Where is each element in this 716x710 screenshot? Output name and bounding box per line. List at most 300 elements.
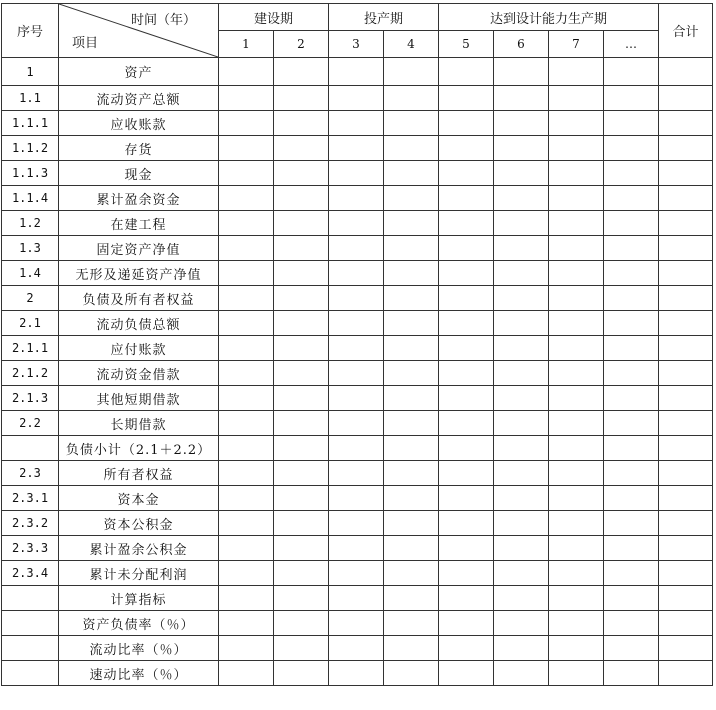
table-row: [2, 58, 713, 86]
table-row: [2, 636, 713, 661]
row-seq: 1.1.4: [2, 186, 59, 211]
value-cell: [439, 611, 494, 636]
row-item: 所有者权益: [59, 461, 219, 486]
value-cell: [549, 661, 604, 686]
row-seq: 2.3.3: [2, 536, 59, 561]
value-cell: [494, 86, 549, 111]
table-row: [2, 236, 713, 261]
row-seq: [2, 586, 59, 611]
value-cell: [384, 361, 439, 386]
value-cell: [439, 211, 494, 236]
value-cell: [274, 311, 329, 336]
value-cell: [329, 286, 384, 311]
value-cell: [219, 486, 274, 511]
value-cell: [549, 261, 604, 286]
row-item: 资本金: [59, 486, 219, 511]
value-cell: [439, 436, 494, 461]
value-cell: [604, 661, 659, 686]
total-cell: [659, 311, 713, 336]
value-cell: [274, 111, 329, 136]
value-cell: [274, 186, 329, 211]
value-cell: [604, 561, 659, 586]
value-cell: [329, 486, 384, 511]
table-row: [2, 361, 713, 386]
value-cell: [549, 461, 604, 486]
value-cell: [494, 461, 549, 486]
value-cell: [329, 58, 384, 86]
row-seq: 2.3.2: [2, 511, 59, 536]
table-row: [2, 86, 713, 111]
value-cell: [494, 636, 549, 661]
row-item: 无形及递延资产净值: [59, 261, 219, 286]
row-seq: 2.1.3: [2, 386, 59, 411]
year-header: 2: [274, 31, 329, 58]
value-cell: [494, 661, 549, 686]
value-cell: [219, 611, 274, 636]
group-full-production: 达到设计能力生产期: [439, 4, 659, 31]
value-cell: [384, 486, 439, 511]
value-cell: [219, 661, 274, 686]
value-cell: [549, 236, 604, 261]
value-cell: [494, 561, 549, 586]
table-row: [2, 336, 713, 361]
value-cell: [604, 286, 659, 311]
value-cell: [494, 286, 549, 311]
value-cell: [329, 361, 384, 386]
value-cell: [384, 136, 439, 161]
value-cell: [329, 111, 384, 136]
value-cell: [494, 58, 549, 86]
total-cell: [659, 586, 713, 611]
row-item: 其他短期借款: [59, 386, 219, 411]
row-item: 在建工程: [59, 211, 219, 236]
value-cell: [274, 58, 329, 86]
row-seq: 1.1: [2, 86, 59, 111]
row-seq: [2, 436, 59, 461]
value-cell: [494, 386, 549, 411]
table-row: [2, 286, 713, 311]
value-cell: [549, 411, 604, 436]
row-seq: 1.3: [2, 236, 59, 261]
value-cell: [494, 311, 549, 336]
value-cell: [219, 236, 274, 261]
total-cell: [659, 561, 713, 586]
value-cell: [329, 661, 384, 686]
value-cell: [329, 261, 384, 286]
total-cell: [659, 636, 713, 661]
value-cell: [384, 511, 439, 536]
value-cell: [219, 286, 274, 311]
value-cell: [274, 386, 329, 411]
year-header: 5: [439, 31, 494, 58]
value-cell: [604, 311, 659, 336]
value-cell: [329, 536, 384, 561]
value-cell: [329, 86, 384, 111]
value-cell: [329, 311, 384, 336]
total-cell: [659, 86, 713, 111]
row-item: 计算指标: [59, 586, 219, 611]
row-item: 累计盈余资金: [59, 186, 219, 211]
value-cell: [494, 536, 549, 561]
value-cell: [549, 511, 604, 536]
value-cell: [439, 636, 494, 661]
value-cell: [604, 436, 659, 461]
table-row: [2, 111, 713, 136]
value-cell: [439, 111, 494, 136]
value-cell: [274, 561, 329, 586]
value-cell: [274, 436, 329, 461]
total-cell: [659, 486, 713, 511]
value-cell: [329, 561, 384, 586]
value-cell: [604, 486, 659, 511]
table-row: [2, 186, 713, 211]
value-cell: [604, 161, 659, 186]
value-cell: [329, 161, 384, 186]
value-cell: [604, 511, 659, 536]
total-cell: [659, 111, 713, 136]
total-cell: [659, 261, 713, 286]
group-commissioning: 投产期: [329, 4, 439, 31]
row-seq: 2.1.1: [2, 336, 59, 361]
value-cell: [439, 236, 494, 261]
value-cell: [549, 311, 604, 336]
value-cell: [439, 536, 494, 561]
total-cell: [659, 436, 713, 461]
row-item: 流动负债总额: [59, 311, 219, 336]
value-cell: [549, 386, 604, 411]
total-cell: [659, 386, 713, 411]
row-seq: 2.3: [2, 461, 59, 486]
value-cell: [329, 461, 384, 486]
value-cell: [494, 411, 549, 436]
total-cell: [659, 236, 713, 261]
row-seq: 1.1.3: [2, 161, 59, 186]
value-cell: [439, 386, 494, 411]
total-cell: [659, 411, 713, 436]
value-cell: [274, 86, 329, 111]
value-cell: [274, 261, 329, 286]
table-row: [2, 661, 713, 686]
value-cell: [219, 511, 274, 536]
table-row: [2, 586, 713, 611]
value-cell: [219, 136, 274, 161]
value-cell: [219, 461, 274, 486]
total-cell: [659, 136, 713, 161]
value-cell: [604, 536, 659, 561]
value-cell: [329, 186, 384, 211]
value-cell: [274, 361, 329, 386]
total-cell: [659, 511, 713, 536]
value-cell: [219, 211, 274, 236]
total-header: 合计: [659, 4, 713, 58]
table-row: [2, 311, 713, 336]
value-cell: [549, 636, 604, 661]
total-cell: [659, 211, 713, 236]
row-seq: [2, 636, 59, 661]
value-cell: [604, 636, 659, 661]
value-cell: [384, 311, 439, 336]
seq-header: 序号: [2, 4, 59, 58]
row-item: 负债小计（2.1＋2.2）: [59, 436, 219, 461]
value-cell: [604, 461, 659, 486]
value-cell: [219, 386, 274, 411]
value-cell: [549, 336, 604, 361]
value-cell: [219, 261, 274, 286]
value-cell: [604, 386, 659, 411]
table-row: [2, 386, 713, 411]
year-header: 1: [219, 31, 274, 58]
row-item: 累计盈余公积金: [59, 536, 219, 561]
header-row-groups: [2, 4, 713, 31]
value-cell: [219, 561, 274, 586]
value-cell: [494, 136, 549, 161]
value-cell: [439, 286, 494, 311]
value-cell: [549, 361, 604, 386]
year-header: 3: [329, 31, 384, 58]
value-cell: [604, 611, 659, 636]
value-cell: [384, 286, 439, 311]
value-cell: [384, 436, 439, 461]
value-cell: [274, 236, 329, 261]
total-cell: [659, 611, 713, 636]
value-cell: [439, 58, 494, 86]
value-cell: [494, 336, 549, 361]
row-item: 流动资产总额: [59, 86, 219, 111]
value-cell: [274, 211, 329, 236]
value-cell: [439, 586, 494, 611]
row-item: 存货: [59, 136, 219, 161]
value-cell: [274, 486, 329, 511]
value-cell: [494, 186, 549, 211]
value-cell: [549, 58, 604, 86]
value-cell: [219, 86, 274, 111]
total-cell: [659, 58, 713, 86]
table-row: [2, 411, 713, 436]
row-seq: 2: [2, 286, 59, 311]
value-cell: [549, 161, 604, 186]
value-cell: [329, 511, 384, 536]
value-cell: [549, 611, 604, 636]
value-cell: [549, 586, 604, 611]
value-cell: [329, 411, 384, 436]
row-item: 流动资金借款: [59, 361, 219, 386]
value-cell: [494, 236, 549, 261]
value-cell: [329, 236, 384, 261]
row-item: 应付账款: [59, 336, 219, 361]
value-cell: [439, 161, 494, 186]
table-row: [2, 211, 713, 236]
value-cell: [439, 261, 494, 286]
row-seq: 1: [2, 58, 59, 86]
value-cell: [384, 386, 439, 411]
value-cell: [549, 211, 604, 236]
total-cell: [659, 661, 713, 686]
table-body: [2, 58, 713, 686]
value-cell: [549, 561, 604, 586]
value-cell: [439, 461, 494, 486]
value-cell: [384, 261, 439, 286]
value-cell: [329, 611, 384, 636]
value-cell: [384, 161, 439, 186]
total-cell: [659, 361, 713, 386]
value-cell: [274, 536, 329, 561]
value-cell: [329, 336, 384, 361]
total-cell: [659, 336, 713, 361]
value-cell: [274, 661, 329, 686]
value-cell: [384, 611, 439, 636]
row-item: 资本公积金: [59, 511, 219, 536]
value-cell: [494, 361, 549, 386]
value-cell: [274, 286, 329, 311]
row-seq: 1.1.2: [2, 136, 59, 161]
value-cell: [274, 586, 329, 611]
row-seq: 2.3.4: [2, 561, 59, 586]
value-cell: [274, 636, 329, 661]
value-cell: [384, 561, 439, 586]
table-row: [2, 461, 713, 486]
value-cell: [384, 111, 439, 136]
value-cell: [439, 486, 494, 511]
value-cell: [494, 261, 549, 286]
value-cell: [494, 436, 549, 461]
value-cell: [219, 586, 274, 611]
value-cell: [439, 411, 494, 436]
row-item: 负债及所有者权益: [59, 286, 219, 311]
value-cell: [439, 361, 494, 386]
value-cell: [219, 186, 274, 211]
value-cell: [329, 136, 384, 161]
value-cell: [384, 58, 439, 86]
value-cell: [439, 136, 494, 161]
value-cell: [604, 186, 659, 211]
value-cell: [219, 161, 274, 186]
value-cell: [219, 436, 274, 461]
value-cell: [439, 311, 494, 336]
row-item: 资产: [59, 58, 219, 86]
row-item: 累计未分配利润: [59, 561, 219, 586]
value-cell: [549, 111, 604, 136]
value-cell: [604, 336, 659, 361]
total-cell: [659, 461, 713, 486]
row-item: 应收账款: [59, 111, 219, 136]
row-seq: 2.1.2: [2, 361, 59, 386]
value-cell: [604, 361, 659, 386]
item-label: 项目: [72, 36, 99, 51]
value-cell: [494, 486, 549, 511]
value-cell: [274, 611, 329, 636]
value-cell: [274, 161, 329, 186]
total-cell: [659, 161, 713, 186]
value-cell: [384, 211, 439, 236]
table-row: [2, 611, 713, 636]
row-item: 速动比率（％）: [59, 661, 219, 686]
value-cell: [219, 636, 274, 661]
value-cell: [494, 211, 549, 236]
year-header: 4: [384, 31, 439, 58]
row-seq: 1.4: [2, 261, 59, 286]
value-cell: [384, 86, 439, 111]
value-cell: [219, 536, 274, 561]
value-cell: [549, 486, 604, 511]
value-cell: [439, 336, 494, 361]
value-cell: [274, 136, 329, 161]
value-cell: [219, 411, 274, 436]
diagonal-header-cell: [59, 4, 219, 58]
value-cell: [329, 586, 384, 611]
value-cell: [494, 586, 549, 611]
value-cell: [549, 436, 604, 461]
value-cell: [329, 636, 384, 661]
row-item: 固定资产净值: [59, 236, 219, 261]
value-cell: [274, 511, 329, 536]
value-cell: [439, 511, 494, 536]
table-row: [2, 561, 713, 586]
table-row: [2, 136, 713, 161]
value-cell: [494, 111, 549, 136]
value-cell: [384, 461, 439, 486]
value-cell: [384, 411, 439, 436]
value-cell: [604, 111, 659, 136]
year-header: 7: [549, 31, 604, 58]
row-seq: 2.2: [2, 411, 59, 436]
value-cell: [329, 436, 384, 461]
total-cell: [659, 286, 713, 311]
value-cell: [439, 86, 494, 111]
row-seq: [2, 611, 59, 636]
value-cell: [604, 136, 659, 161]
row-seq: 2.3.1: [2, 486, 59, 511]
table-row: [2, 511, 713, 536]
value-cell: [384, 236, 439, 261]
value-cell: [384, 186, 439, 211]
row-seq: 1.2: [2, 211, 59, 236]
row-seq: 1.1.1: [2, 111, 59, 136]
group-construction: 建设期: [219, 4, 329, 31]
value-cell: [604, 86, 659, 111]
table-row: [2, 161, 713, 186]
value-cell: [384, 536, 439, 561]
row-item: 资产负债率（％）: [59, 611, 219, 636]
value-cell: [329, 386, 384, 411]
value-cell: [604, 586, 659, 611]
value-cell: [274, 336, 329, 361]
row-seq: 2.1: [2, 311, 59, 336]
value-cell: [219, 361, 274, 386]
value-cell: [384, 586, 439, 611]
value-cell: [494, 511, 549, 536]
value-cell: [439, 661, 494, 686]
time-year-label: 时间（年）: [130, 13, 196, 28]
value-cell: [549, 86, 604, 111]
value-cell: [549, 136, 604, 161]
value-cell: [549, 186, 604, 211]
value-cell: [439, 561, 494, 586]
table-row: [2, 486, 713, 511]
value-cell: [549, 286, 604, 311]
value-cell: [219, 311, 274, 336]
value-cell: [494, 161, 549, 186]
value-cell: [274, 411, 329, 436]
value-cell: [604, 261, 659, 286]
value-cell: [219, 111, 274, 136]
total-cell: [659, 536, 713, 561]
value-cell: [219, 336, 274, 361]
value-cell: [219, 58, 274, 86]
table-row: [2, 261, 713, 286]
value-cell: [384, 336, 439, 361]
year-header: 6: [494, 31, 549, 58]
value-cell: [439, 186, 494, 211]
